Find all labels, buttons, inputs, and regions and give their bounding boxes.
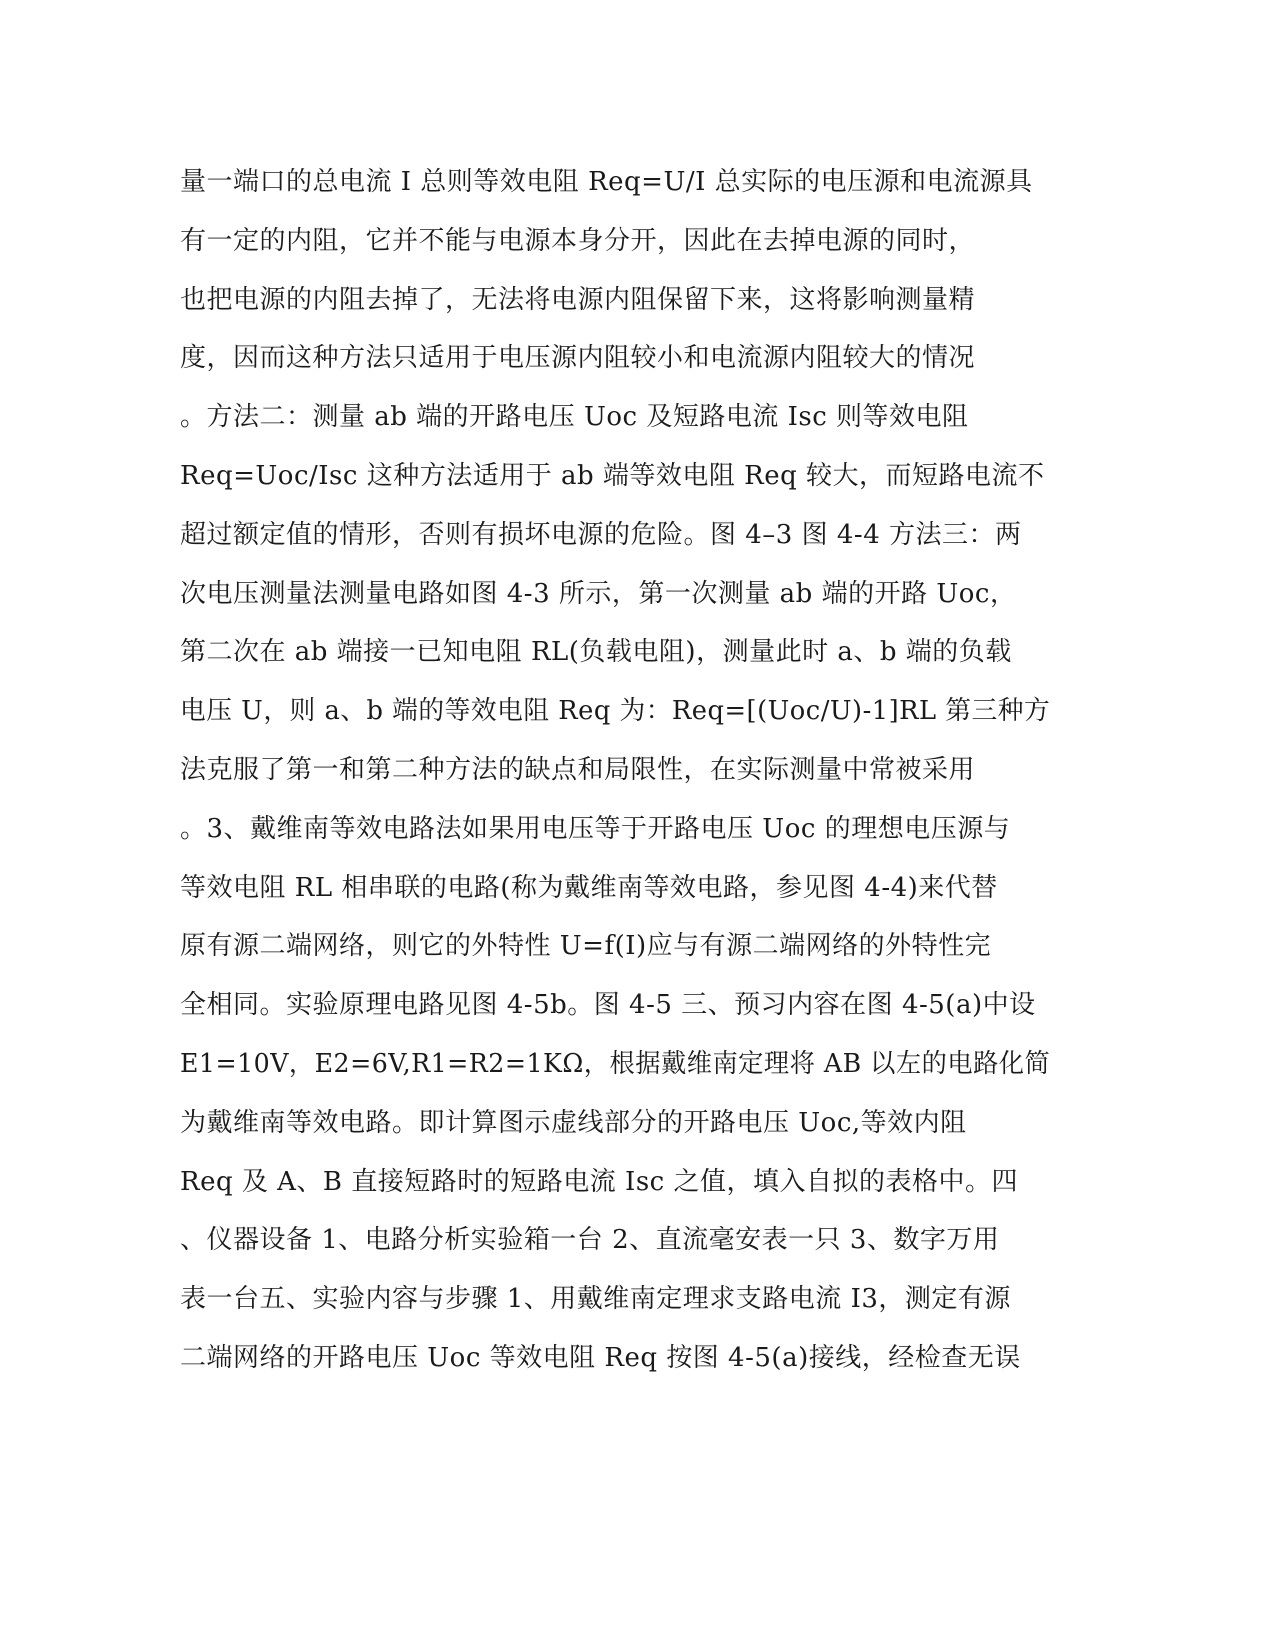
text-line: E1=10V，E2=6V,R1=R2=1KΩ，根据戴维南定理将 AB 以左的电路化简: [180, 1048, 1051, 1079]
text-line: 二端网络的开路电压 Uoc 等效电阻 Req 按图 4-5(a)接线，经检查无误: [180, 1342, 1021, 1373]
text-line: 法克服了第一和第二种方法的缺点和局限性，在实际测量中常被采用: [180, 754, 976, 785]
text-line: 等效电阻 RL 相串联的电路(称为戴维南等效电路，参见图 4-4)来代替: [180, 872, 998, 903]
text-line: 。3、戴维南等效电路法如果用电压等于开路电压 Uoc 的理想电压源与: [180, 813, 1011, 844]
text-line: 也把电源的内阻去掉了，无法将电源内阻保留下来，这将影响测量精: [180, 284, 976, 315]
text-line: 电压 U，则 a、b 端的等效电阻 Req 为：Req=[(Uoc/U)-1]RL 第三种方: [180, 696, 1051, 727]
text-line: 、仪器设备 1、电路分析实验箱一台 2、直流毫安表一只 3、数字万用: [180, 1225, 1000, 1256]
text-line: 原有源二端网络，则它的外特性 U=f(I)应与有源二端网络的外特性完: [180, 931, 992, 962]
text-line: 度，因而这种方法只适用于电压源内阻较小和电流源内阻较大的情况: [180, 343, 976, 374]
body-text: [180, 153, 1050, 1388]
text-line: 量一端口的总电流 I 总则等效电阻 Req=U/I 总实际的电压源和电流源具: [180, 167, 1033, 197]
text-line: Req 及 A、B 直接短路时的短路电流 Isc 之值，填入自拟的表格中。四: [180, 1166, 1018, 1197]
text-line: 有一定的内阻，它并不能与电源本身分开，因此在去掉电源的同时，: [180, 225, 976, 256]
text-line: 表一台五、实验内容与步骤 1、用戴维南定理求支路电流 I3，测定有源: [180, 1284, 1011, 1315]
text-line: 第二次在 ab 端接一已知电阻 RL(负载电阻)，测量此时 a、b 端的负载: [180, 637, 1012, 668]
text-line: 全相同。实验原理电路见图 4-5b。图 4-5 三、预习内容在图 4-5(a)中设: [180, 990, 1036, 1021]
text-line: 。方法二：测量 ab 端的开路电压 Uoc 及短路电流 Isc 则等效电阻: [180, 402, 969, 433]
text-line: 超过额定值的情形，否则有损坏电源的危险。图 4–3 图 4-4 方法三：两: [180, 519, 1022, 550]
text-line: 次电压测量法测量电路如图 4-3 所示，第一次测量 ab 端的开路 Uoc，: [180, 578, 1017, 609]
text-line: 为戴维南等效电路。即计算图示虚线部分的开路电压 Uoc,等效内阻: [180, 1107, 967, 1138]
text-line: Req=Uoc/Isc 这种方法适用于 ab 端等效电阻 Req 较大，而短路电流不: [180, 460, 1045, 491]
